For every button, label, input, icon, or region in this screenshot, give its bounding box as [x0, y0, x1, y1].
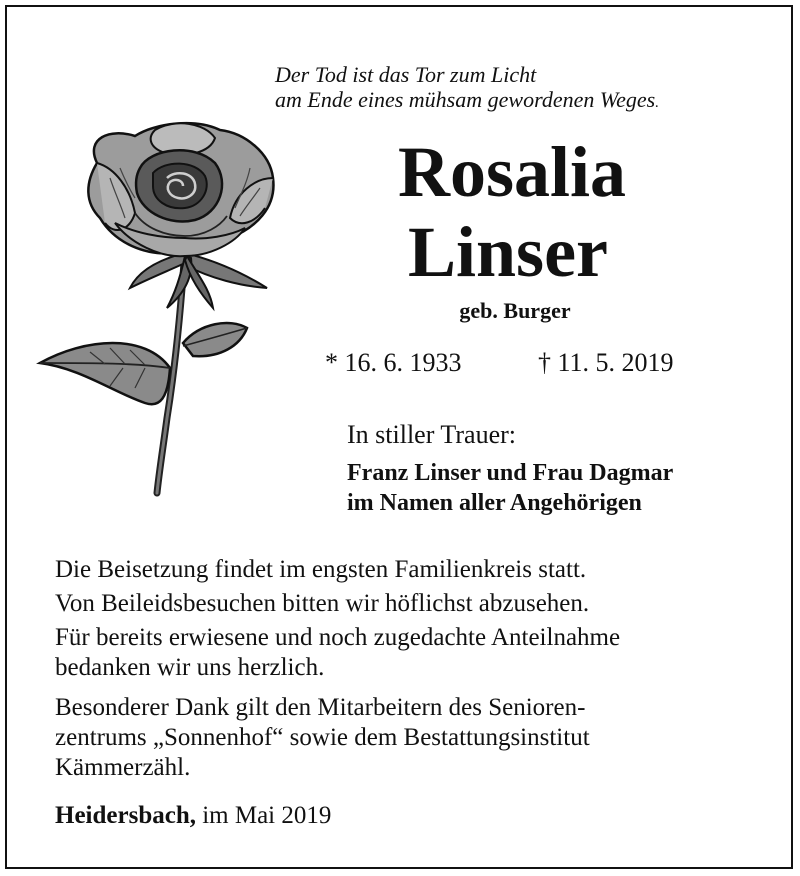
quote: [275, 62, 659, 116]
death-date: † 11. 5. 2019: [538, 348, 674, 377]
mourners-line-1: Franz Linser und Frau Dagmar: [347, 460, 674, 486]
quote-line-1: Der Tod ist das Tor zum Licht: [275, 62, 537, 87]
body-paragraph-2: Von Beileidsbesuchen bitten wir höflichst abzusehen.: [55, 590, 590, 617]
maiden-name: geb. Burger: [459, 298, 571, 323]
notice-body: [55, 555, 620, 783]
body-paragraph-3-line-2: bedanken wir uns herzlich.: [55, 654, 325, 681]
mourners-line-2: im Namen aller Angehörigen: [347, 490, 642, 516]
closing-date: im Mai 2019: [195, 802, 332, 829]
body-paragraph-4-line-3: Kämmerzähl.: [55, 754, 191, 781]
body-paragraph-1: Die Beisetzung findet im engsten Familienkreis statt.: [55, 556, 587, 583]
quote-line-2-text: am Ende eines mühsam gewordenen Weges: [275, 87, 656, 112]
quote-line-2: [275, 87, 659, 116]
quote-line-2-end: .: [655, 95, 659, 111]
closing-place: Heidersbach,: [55, 802, 196, 829]
birth-date: * 16. 6. 1933: [325, 348, 462, 377]
body-paragraph-4-line-2: zentrums „Sonnenhof“ sowie dem Bestattungsinstitut: [55, 724, 590, 751]
mourners: [347, 458, 673, 518]
life-dates: [325, 348, 674, 378]
deceased-first-name: Rosalia: [397, 132, 627, 212]
mourning-intro: In stiller Trauer:: [347, 420, 516, 449]
body-paragraph-4-line-1: Besonderer Dank gilt den Mitarbeitern des Senioren-: [55, 694, 586, 721]
body-paragraph-3-line-1: Für bereits erwiesene und noch zugedachte Anteilnahme: [55, 624, 621, 651]
deceased-last-name: Linser: [407, 212, 608, 292]
closing-line: [55, 802, 331, 830]
rose-illustration: [35, 118, 285, 498]
